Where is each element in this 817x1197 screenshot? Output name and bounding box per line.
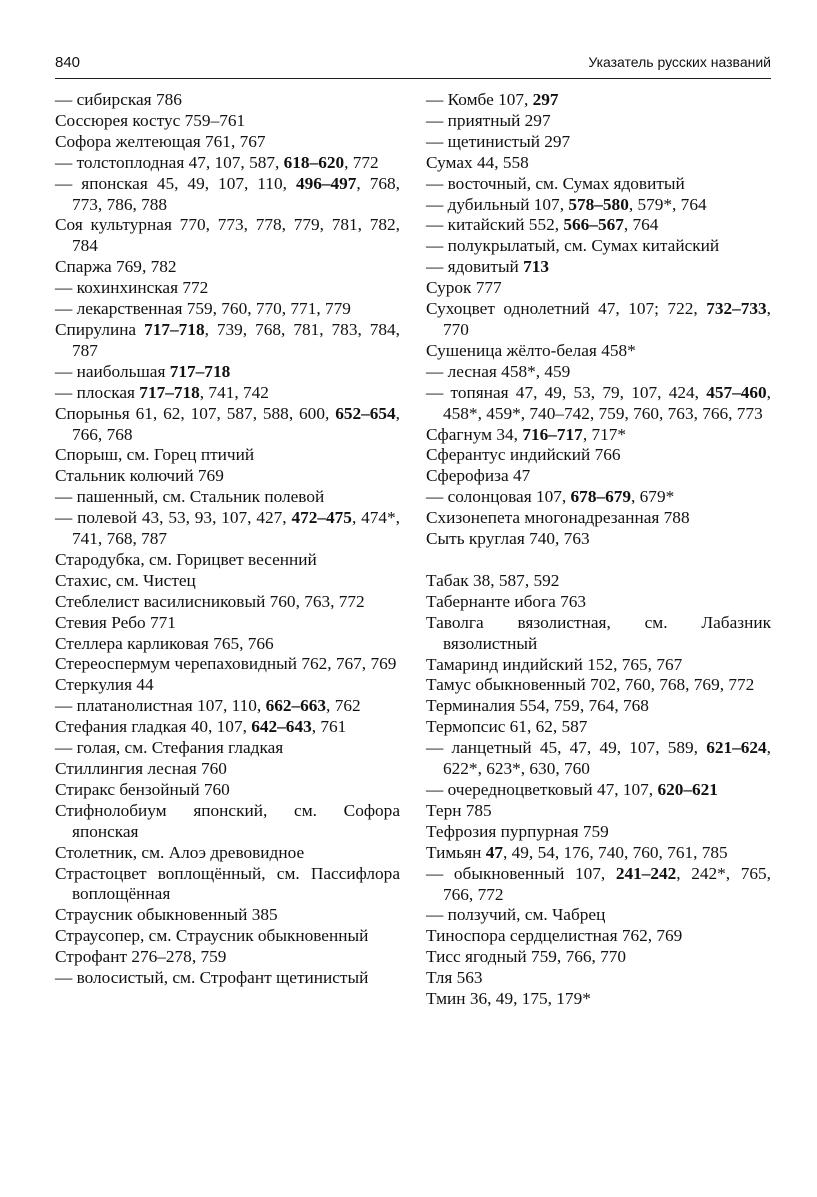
index-entry: Сурок 777 bbox=[426, 278, 502, 298]
index-entry: — ланцетный 45, 47, 49, 107, 589, 621–624, 622*, 623*, 630, 760 bbox=[426, 738, 771, 779]
index-entry: Стефания гладкая 40, 107, 642–643, 761 bbox=[55, 717, 347, 737]
index-entry: Соссюрея костус 759–761 bbox=[55, 110, 246, 130]
index-entry: Тимьян 47, 49, 54, 176, 740, 760, 761, 785 bbox=[426, 842, 728, 862]
index-entry: Тисс ягодный 759, 766, 770 bbox=[426, 947, 627, 967]
index-entry: Спаржа 769, 782 bbox=[55, 257, 177, 277]
index-entry: — обыкновенный 107, 241–242, 242*, 765, 766, 772 bbox=[426, 863, 771, 904]
index-entry: Схизонепета многонадрезанная 788 bbox=[426, 508, 690, 528]
index-entry: Табак 38, 587, 592 bbox=[426, 570, 560, 590]
index-entry: — очередноцветковый 47, 107, 620–621 bbox=[426, 780, 718, 799]
index-entry: — полукрылатый, см. Сумах китайский bbox=[426, 236, 720, 256]
index-entry: Стальник колючий 769 bbox=[55, 466, 224, 486]
index-entry: Сфагнум 34, 716–717, 717* bbox=[426, 424, 627, 444]
index-entry: — щетинистый 297 bbox=[426, 131, 571, 151]
index-entry: — пашенный, см. Стальник полевой bbox=[55, 487, 325, 507]
index-entry: — ядовитый 713 bbox=[426, 257, 550, 277]
index-entry: — волосистый, см. Строфант щетинистый bbox=[55, 968, 369, 988]
index-column-left bbox=[55, 90, 400, 989]
index-entry: Стифнолобиум японский, см. Софора японская bbox=[55, 800, 400, 841]
index-entry: Страусник обыкновенный 385 bbox=[55, 905, 278, 925]
page-header bbox=[55, 52, 771, 79]
index-entry: Стеркулия 44 bbox=[55, 675, 154, 695]
index-entry: — полевой 43, 53, 93, 107, 427, 472–475, 474*, 741, 768, 787 bbox=[55, 508, 400, 549]
index-column-right bbox=[426, 90, 771, 1010]
index-entry: Тмин 36, 49, 175, 179* bbox=[426, 989, 591, 1009]
index-entry: — платанолистная 107, 110, 662–663, 762 bbox=[55, 696, 361, 716]
index-entry: Спорынья 61, 62, 107, 587, 588, 600, 652–654, 766, 768 bbox=[55, 403, 400, 444]
index-entry: Тамаринд индийский 152, 765, 767 bbox=[426, 654, 683, 674]
page-number: 840 bbox=[55, 54, 81, 71]
index-entry: — восточный, см. Сумах ядовитый bbox=[426, 173, 685, 193]
index-entry: Строфант 276–278, 759 bbox=[55, 947, 227, 967]
index-entry: — лекарственная 759, 760, 770, 771, 779 bbox=[55, 299, 351, 319]
index-entry: — китайский 552, 566–567, 764 bbox=[426, 215, 659, 235]
index-entry: Стиракс бензойный 760 bbox=[55, 779, 230, 799]
index-entry: Стеблелист василисниковый 760, 763, 772 bbox=[55, 591, 365, 611]
index-entry: Столетник, см. Алоэ древовидное bbox=[55, 842, 305, 862]
index-entry: Страусопер, см. Страусник обыкновенный bbox=[55, 926, 369, 946]
index-entry: Стеллера карликовая 765, 766 bbox=[55, 633, 274, 653]
index-entry: Сферантус индийский 766 bbox=[426, 445, 621, 465]
index-entry: Терн 785 bbox=[426, 800, 492, 820]
index-entry: Сушеница жёлто-белая 458* bbox=[426, 340, 636, 360]
index-entry: Тля 563 bbox=[426, 968, 483, 988]
index-entry: — наибольшая 717–718 bbox=[55, 361, 231, 381]
index-entry: Стародубка, см. Горицвет весенний bbox=[55, 549, 317, 569]
index-entry: — толстоплодная 47, 107, 587, 618–620, 772 bbox=[55, 152, 379, 172]
index-entry: Терминалия 554, 759, 764, 768 bbox=[426, 696, 649, 716]
index-entry: — дубильный 107, 578–580, 579*, 764 bbox=[426, 194, 707, 214]
index-entry: — плоская 717–718, 741, 742 bbox=[55, 382, 269, 402]
index-entry: Табернанте ибога 763 bbox=[426, 591, 587, 611]
index-entry: Стевия Ребо 771 bbox=[55, 612, 176, 632]
index-entry: — голая, см. Стефания гладкая bbox=[55, 738, 284, 758]
index-entry: — кохинхинская 772 bbox=[55, 278, 209, 298]
index-entry: — лесная 458*, 459 bbox=[426, 361, 571, 381]
index-entry: — японская 45, 49, 107, 110, 496–497, 768, 773, 786, 788 bbox=[55, 173, 400, 214]
index-entry: — Комбе 107, 297 bbox=[426, 90, 559, 109]
index-entry: Тиноспора сердцелистная 762, 769 bbox=[426, 926, 683, 946]
index-entry: — ползучий, см. Чабрец bbox=[426, 905, 606, 925]
index-entry: Сухоцвет однолетний 47, 107; 722, 732–733, 770 bbox=[426, 299, 771, 339]
index-entry: Соя культурная 770, 773, 778, 779, 781, 782, 784 bbox=[55, 215, 400, 256]
index-entry: — солонцовая 107, 678–679, 679* bbox=[426, 487, 675, 507]
index-entry: Софора желтеющая 761, 767 bbox=[55, 131, 266, 151]
index-entry: — топяная 47, 49, 53, 79, 107, 424, 457–460, 458*, 459*, 740–742, 759, 760, 763, 766, 773 bbox=[426, 382, 771, 423]
running-title: Указатель русских названий bbox=[588, 54, 771, 70]
index-entry: Спирулина 717–718, 739, 768, 781, 783, 784, 787 bbox=[55, 319, 400, 360]
index-entry: — приятный 297 bbox=[426, 110, 551, 130]
index-entry: Стахис, см. Чистец bbox=[55, 570, 196, 590]
index-entry: Стереоспермум черепаховидный 762, 767, 769 bbox=[55, 654, 397, 674]
index-entry: Стиллингия лесная 760 bbox=[55, 759, 227, 778]
index-entry: Сферофиза 47 bbox=[426, 466, 531, 486]
index-entry: Спорыш, см. Горец птичий bbox=[55, 445, 255, 465]
index-entry: Таволга вязолистная, см. Лабазник вязолистный bbox=[426, 612, 771, 653]
index-entry: Сыть круглая 740, 763 bbox=[426, 529, 590, 549]
index-entry: Тефрозия пурпурная 759 bbox=[426, 821, 609, 841]
index-entry: Тамус обыкновенный 702, 760, 768, 769, 772 bbox=[426, 675, 755, 695]
index-entry: Сумах 44, 558 bbox=[426, 152, 529, 172]
index-entry: — сибирская 786 bbox=[55, 90, 182, 109]
index-entry: Страстоцвет воплощённый, см. Пассифлора воплощённая bbox=[55, 863, 400, 904]
index-entry: Термопсис 61, 62, 587 bbox=[426, 717, 588, 737]
